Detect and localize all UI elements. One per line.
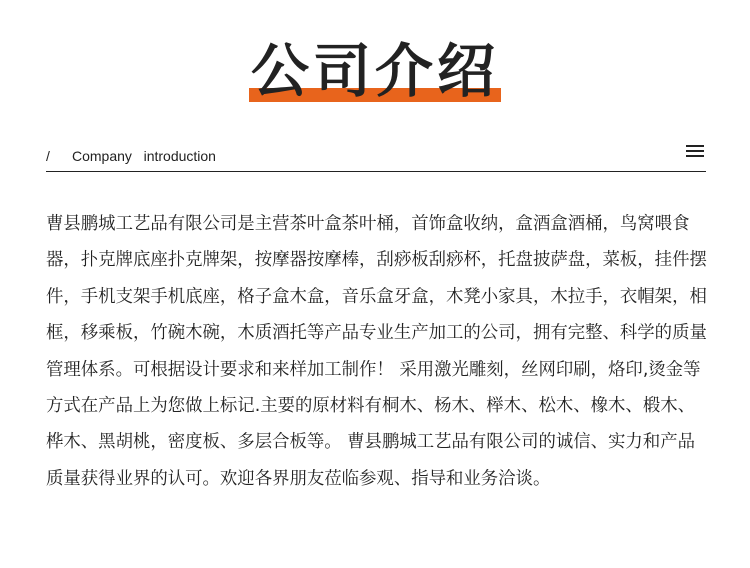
section-subnav — [46, 144, 706, 170]
subnav-separator: / — [46, 148, 50, 164]
menu-line — [686, 145, 704, 147]
section-divider — [46, 171, 706, 172]
subnav-label: Company introduction — [72, 148, 216, 164]
menu-line — [686, 150, 704, 152]
company-description: 曹县鹏城工艺品有限公司是主营茶叶盒茶叶桶，首饰盒收纳，盒酒盒酒桶，鸟窝喂食器，扑克牌底座扑克牌架，按摩器按摩棒，刮痧板刮痧杯，托盘披萨盘，菜板，挂件摆件，手机支架手机底座，格子盒木盒，音乐盒牙盒，木凳小家具，木拉手，衣帽架，相框，移乘板，竹碗木碗，木质酒托等产品专业生产加工的公司，拥有完整、科学的质量管理体系。可根据设计要求和来样加工制作！ 采用激光雕刻，丝网印刷，烙印,烫金等方式在产品上为您做上标记.主要的原材料有桐木、杨木、榉木、松木、橡木、椴木、桦木、黑胡桃，密度板、多层合板等。 曹县鹏城工艺品有限公司的诚信、实力和产品质量获得业界的认可。欢迎各界朋友莅临参观、指导和业务洽谈。 — [46, 214, 707, 489]
title-block — [251, 38, 499, 108]
menu-line — [686, 155, 704, 157]
hamburger-menu-icon[interactable] — [686, 145, 704, 157]
title-section — [0, 38, 750, 108]
page-title: 公司介绍 — [250, 37, 499, 105]
